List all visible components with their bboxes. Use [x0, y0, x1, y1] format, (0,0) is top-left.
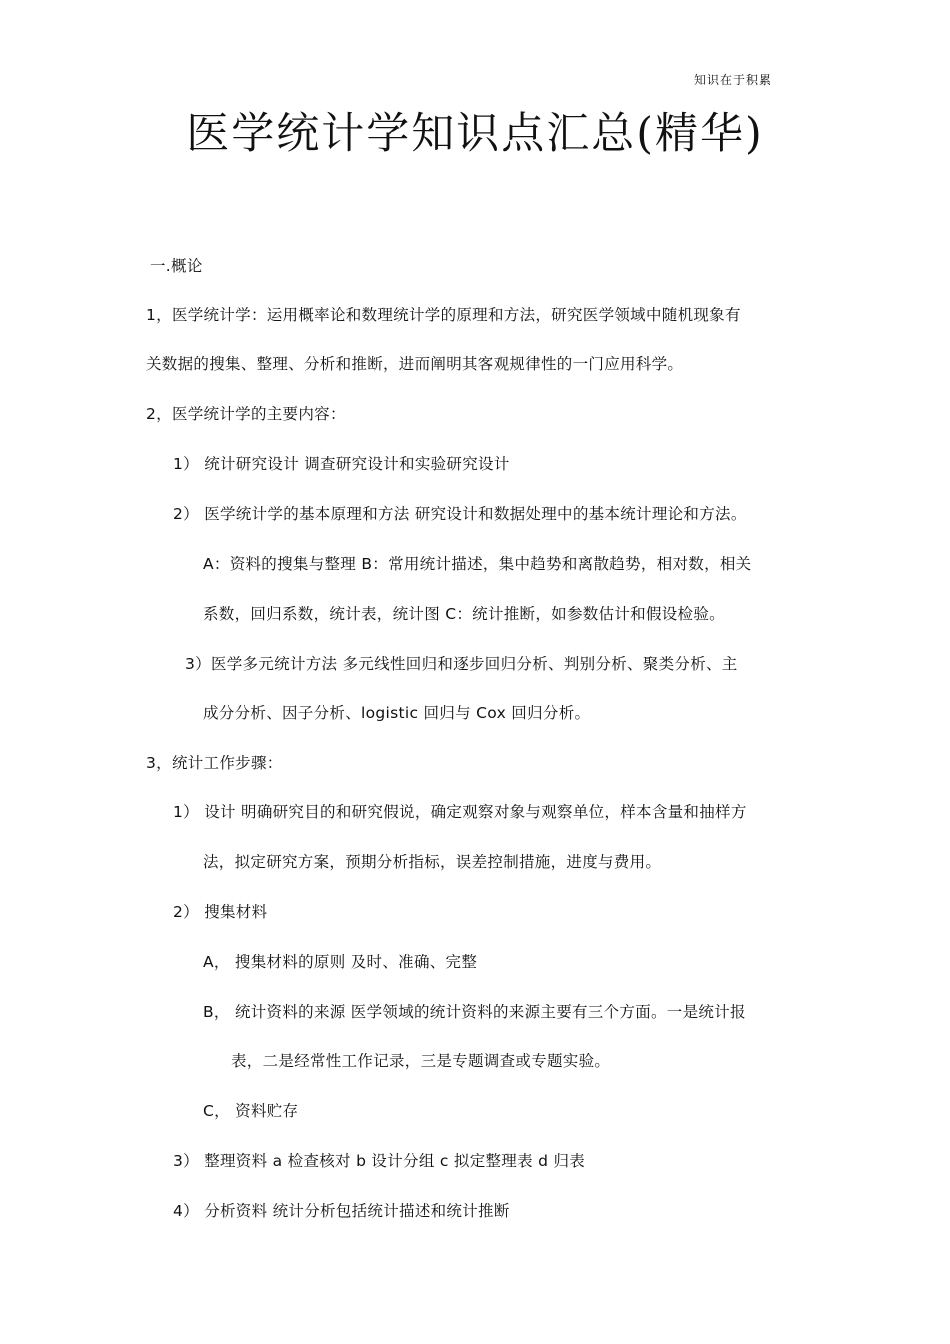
paragraph-line: 2，医学统计学的主要内容：: [146, 405, 346, 423]
document-title: 医学统计学知识点汇总(精华): [186, 109, 764, 159]
list-item: 1） 统计研究设计 调查研究设计和实验研究设计: [173, 455, 510, 473]
list-item: 3）医学多元统计方法 多元线性回归和逐步回归分析、判别分析、聚类分析、主: [185, 655, 738, 673]
section-heading: 一.概论: [150, 257, 203, 275]
paragraph-line: 3，统计工作步骤：: [146, 754, 283, 772]
list-item: 法，拟定研究方案，预期分析指标，误差控制措施，进度与费用。: [203, 853, 662, 871]
sub-list-item: C， 资料贮存: [203, 1102, 299, 1120]
header-note: 知识在于积累: [694, 73, 773, 87]
list-item: 4） 分析资料 统计分析包括统计描述和统计推断: [173, 1202, 510, 1220]
sub-list-item: A， 搜集材料的原则 及时、准确、完整: [203, 953, 478, 971]
list-item: 2） 搜集材料: [173, 903, 268, 921]
list-item: 3） 整理资料 a 检查核对 b 设计分组 c 拟定整理表 d 归表: [173, 1152, 586, 1170]
sub-list-item: B， 统计资料的来源 医学领域的统计资料的来源主要有三个方面。一是统计报: [203, 1003, 746, 1021]
list-item: 2） 医学统计学的基本原理和方法 研究设计和数据处理中的基本统计理论和方法。: [173, 505, 747, 523]
list-item: 成分分析、因子分析、logistic 回归与 Cox 回归分析。: [203, 704, 591, 722]
sub-list-item: 表，二是经常性工作记录，三是专题调查或专题实验。: [231, 1052, 611, 1070]
list-item: 1） 设计 明确研究目的和研究假说，确定观察对象与观察单位，样本含量和抽样方: [173, 803, 747, 821]
sub-list-item: A：资料的搜集与整理 B：常用统计描述，集中趋势和离散趋势，相对数，相关: [203, 555, 752, 573]
paragraph-line: 关数据的搜集、整理、分析和推断，进而阐明其客观规律性的一门应用科学。: [146, 355, 684, 373]
sub-list-item: 系数，回归系数，统计表，统计图 C：统计推断，如参数估计和假设检验。: [203, 605, 725, 623]
paragraph-line: 1，医学统计学：运用概率论和数理统计学的原理和方法，研究医学领域中随机现象有: [146, 306, 741, 324]
